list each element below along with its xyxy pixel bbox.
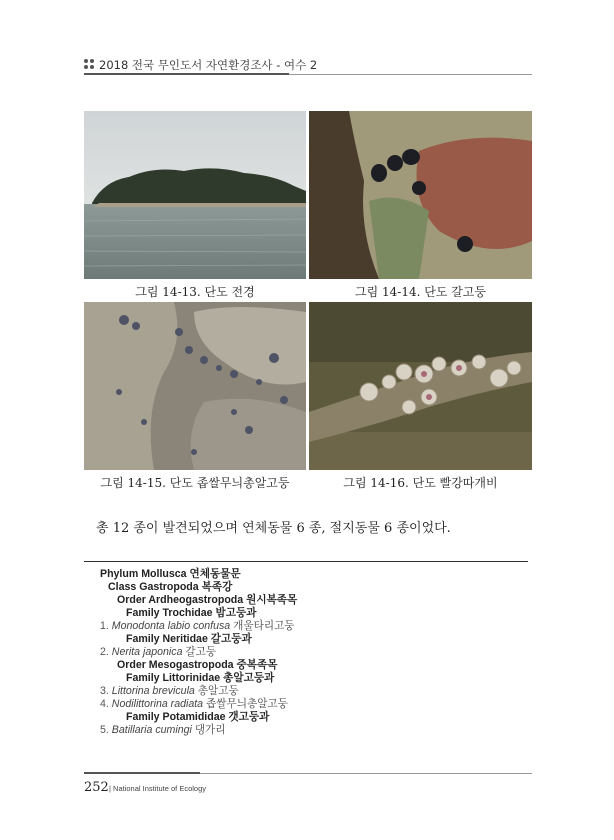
species-scientific-name: Batillaria cumingi [111,724,192,736]
class-name: Class Gastropoda 복족강 [108,581,233,593]
species-summary: 총 12 종이 발견되었으며 연체동물 6 종, 절지동물 6 종이었다. [96,521,451,536]
species-number: 3. [100,685,109,697]
header-rule-dark [84,73,289,75]
species-number: 1. [100,620,109,632]
nerita-on-rock-photo [309,111,532,279]
periwinkles-on-rock-photo [84,302,306,470]
phylum-line [100,568,241,580]
species-scientific-name: Monodonta labio confusa [111,620,231,632]
species-korean-name: 개울타리고둥 [233,620,295,632]
order-name-1: Order Ardheogastropoda 원시복족목 [117,594,298,606]
family-name-2: Family Neritidae 갈고둥과 [126,633,252,645]
family-name-3: Family Littorinidae 총알고둥과 [126,672,275,684]
species-line-3 [100,685,239,697]
class-line [108,581,232,593]
species-line-2 [100,646,216,658]
family-name-1: Family Trochidae 밤고둥과 [126,607,257,619]
figure-caption-1: 그림 14-13. 단도 전경 [135,285,255,299]
family-name-4: Family Potamididae 갯고둥과 [126,711,270,723]
species-korean-name: 좁쌀무늬총알고둥 [206,698,288,710]
species-korean-name: 댕가리 [194,724,226,736]
phylum-name: Phylum Mollusca 연체동물문 [100,568,241,580]
species-line-5 [100,724,226,736]
order-line-2 [117,659,277,671]
institute-name: | National Institute of Ecology [109,784,207,793]
species-number: 4. [100,698,109,710]
family-line-2 [126,633,252,645]
species-number: 2. [100,646,109,658]
header-rule-light [289,74,532,75]
figure-caption-3: 그림 14-15. 단도 좁쌀무늬총알고둥 [100,476,290,490]
family-line-4 [126,711,269,723]
figure-caption-2: 그림 14-14. 단도 갈고둥 [355,285,486,299]
order-line-1 [117,594,297,606]
species-line-4 [100,698,288,710]
species-scientific-name: Littorina brevicula [111,685,195,697]
family-line-3 [126,672,274,684]
species-korean-name: 총알고둥 [197,685,239,697]
footer-rule-dark [84,772,200,774]
order-name-2: Order Mesogastropoda 중복족목 [117,659,278,671]
species-line-1 [100,620,295,632]
barnacles-photo [309,302,532,470]
footer-rule-light [200,773,532,774]
species-number: 5. [100,724,109,736]
header-title: 2018 전국 무인도서 자연환경조사 - 여수 2 [99,58,318,72]
figure-caption-4: 그림 14-16. 단도 빨강따개비 [343,476,498,490]
species-scientific-name: Nerita japonica [111,646,183,658]
species-korean-name: 갈고둥 [185,646,217,658]
island-view-photo [84,111,306,279]
page-number: 252 [84,780,109,795]
section-rule [84,561,528,562]
species-scientific-name: Nodilittorina radiata [111,698,204,710]
four-dots-icon [84,59,95,70]
family-line-1 [126,607,256,619]
